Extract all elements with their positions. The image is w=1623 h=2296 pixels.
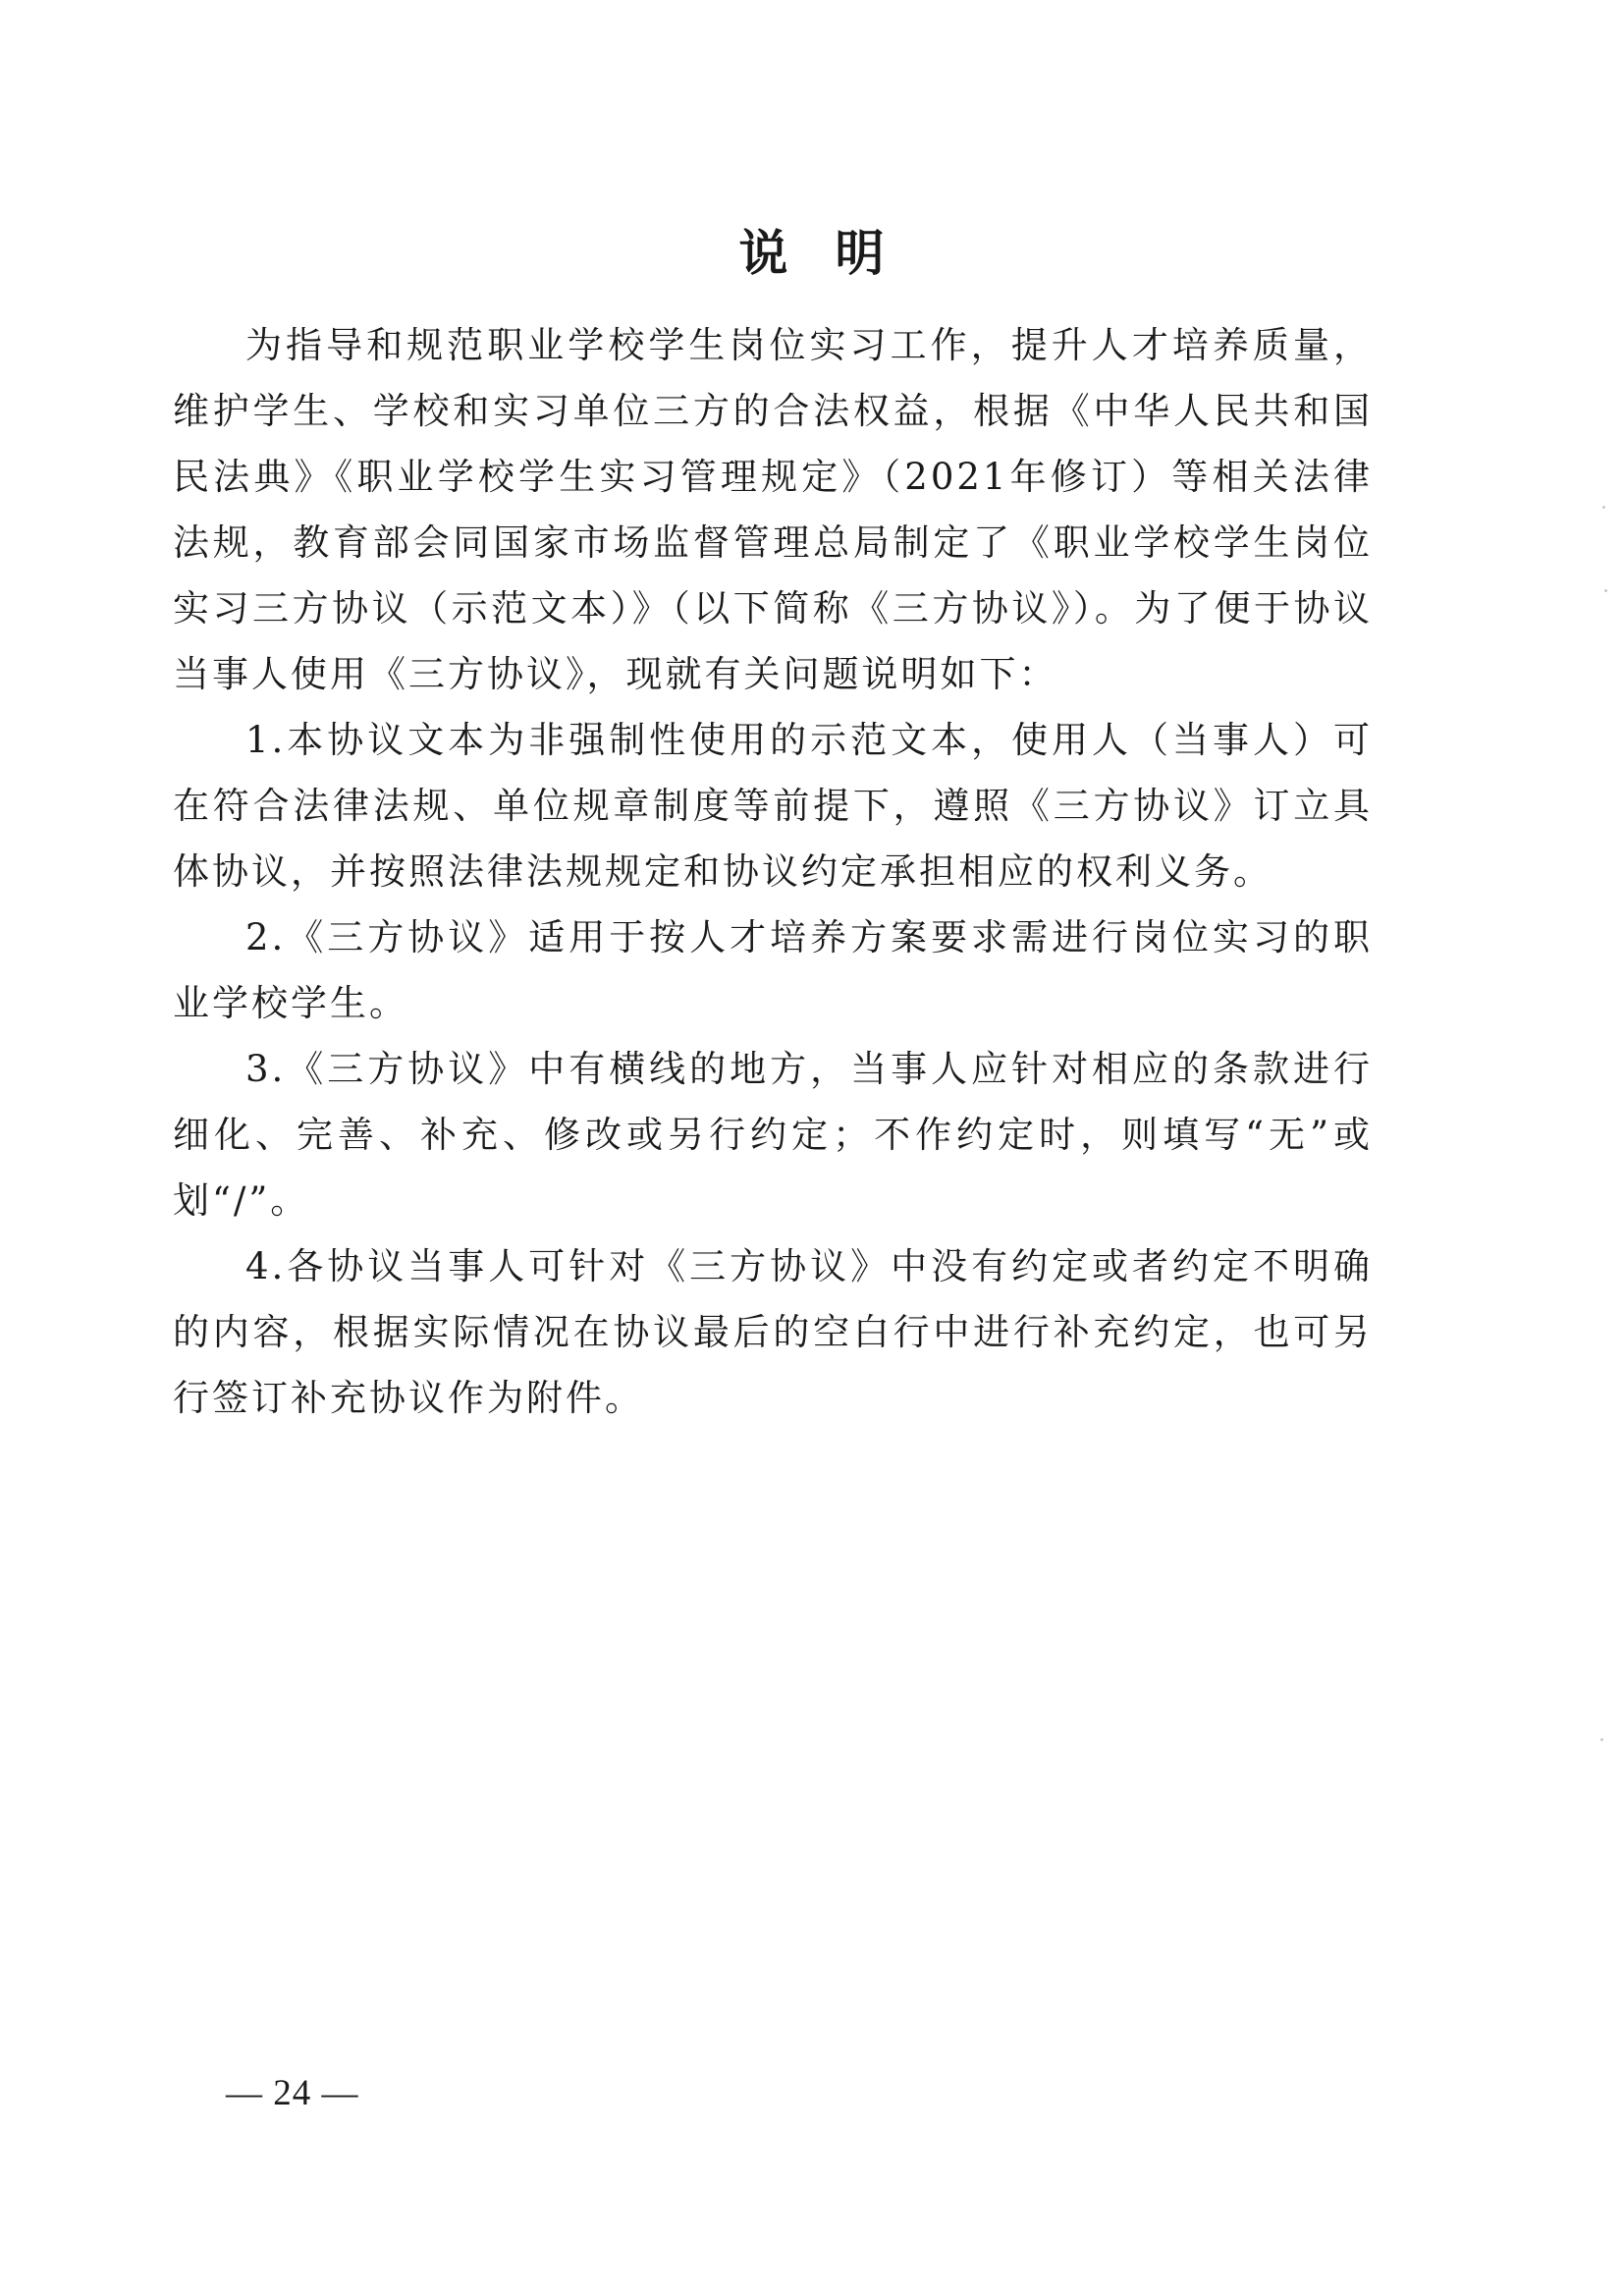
page-title: 说明: [738, 225, 932, 282]
scan-speck: [1604, 589, 1607, 592]
page-number: — 24 —: [226, 2073, 359, 2113]
paragraph-item-4: 4.各协议当事人可针对《三方协议》中没有约定或者约定不明确的内容，根据实际情况在协议最后的空白行中进行补充约定，也可另行签订补充协议作为附件。: [173, 1245, 1373, 1419]
paragraph-item-1: 1.本协议文本为非强制性使用的示范文本，使用人（当事人）可在符合法律法规、单位规章制度等前提下，遵照《三方协议》订立具体协议，并按照法律法规规定和协议约定承担相应的权利义务。: [173, 719, 1373, 893]
paragraph-item-3: 3.《三方协议》中有横线的地方，当事人应针对相应的条款进行细化、完善、补充、修改或另行约定；不作约定时，则填写“无”或划“/”。: [173, 1048, 1373, 1222]
document-body: [173, 312, 1373, 1431]
scan-speck: [1602, 506, 1605, 509]
paragraph-intro: 为指导和规范职业学校学生岗位实习工作，提升人才培养质量，维护学生、学校和实习单位三方的合法权益，根据《中华人民共和国民法典》《职业学校学生实习管理规定》（2021年修订）等相关法律法规，教育部会同国家市场监督管理总局制定了《职业学校学生岗位实习三方协议（示范文本）》（以下简称《三方协议》）。为了便于协议当事人使用《三方协议》，现就有关问题说明如下：: [173, 324, 1373, 695]
scan-speck: [1600, 1738, 1603, 1741]
paragraph-item-2: 2.《三方协议》适用于按人才培养方案要求需进行岗位实习的职业学校学生。: [173, 916, 1373, 1024]
